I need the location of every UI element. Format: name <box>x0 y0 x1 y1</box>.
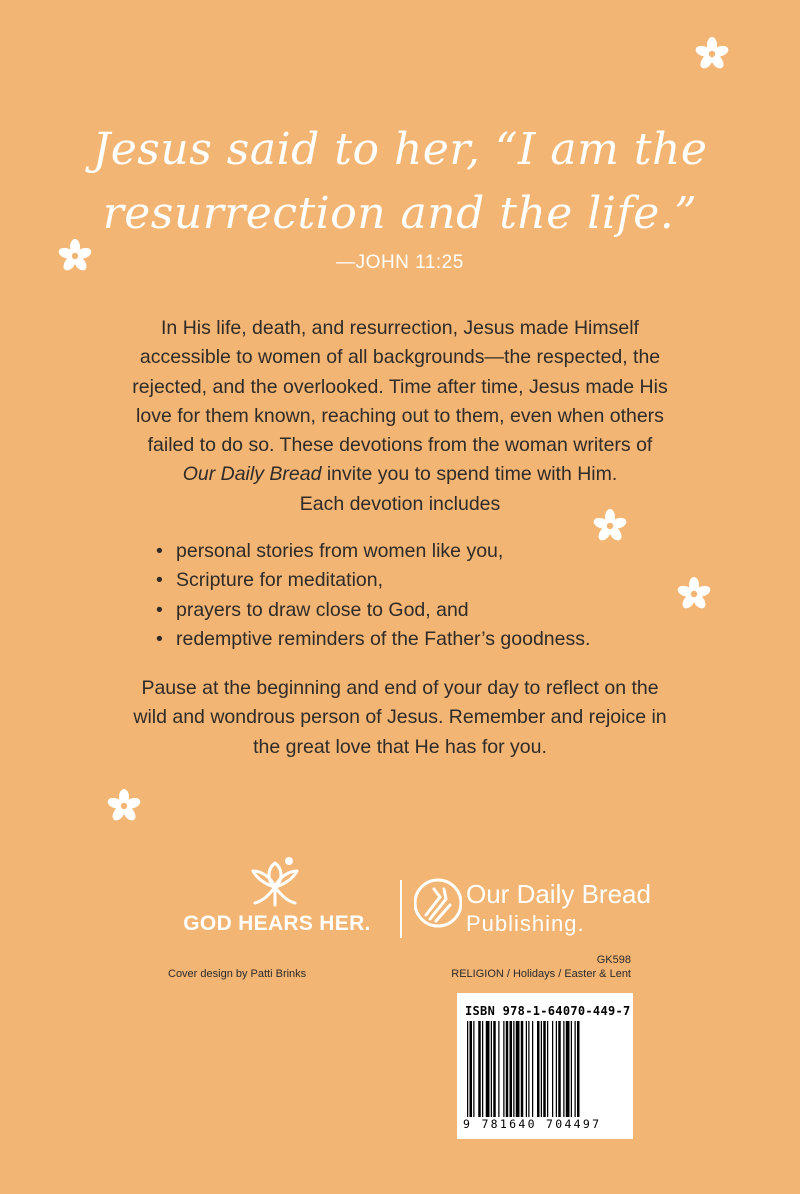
flower-icon <box>106 788 142 824</box>
odb-publishing-label: Publishing. <box>466 911 585 936</box>
closing-line: Pause at the beginning and end of your day to reflect on the <box>141 677 659 699</box>
list-item: • redemptive reminders of the Father’s goodness. <box>156 625 590 654</box>
ghh-wordmark: GOD HEARS HER. <box>183 912 371 935</box>
odb-wordmark: Our Daily Bread <box>466 879 651 909</box>
description <box>100 314 700 519</box>
quote-citation: —JOHN 11:25 <box>336 252 464 273</box>
description-line-rest: invite you to spend time with Him. <box>321 463 618 486</box>
god-hears-her-logo <box>162 855 392 945</box>
description-line: failed to do so. These devotions from the woman writers of <box>147 434 653 457</box>
book-title: Our Daily Bread <box>182 463 322 486</box>
description-line: rejected, and the overlooked. Time after time, Jesus made His <box>132 375 668 398</box>
description-line <box>100 460 700 489</box>
description-line: Each devotion includes <box>299 492 501 515</box>
logo-divider <box>400 880 402 938</box>
flower-icon <box>694 36 730 72</box>
ghh-tulip-logo-icon <box>245 855 305 907</box>
description-line: In His life, death, and resurrection, Jesus made Himself <box>161 317 639 339</box>
description-line: accessible to women of all backgrounds—the respected, the <box>139 346 661 369</box>
odb-wheat-logo-icon <box>414 875 462 933</box>
flower-icon <box>676 576 712 612</box>
closing-line: wild and wondrous person of Jesus. Remember and rejoice in <box>133 706 667 729</box>
isbn-barcode <box>457 993 633 1139</box>
scripture-quote <box>0 118 800 246</box>
isbn-number: ISBN 978-1-64070-449-7 <box>465 1004 631 1018</box>
odb-publishing-logo <box>414 873 651 943</box>
quote-line-2: resurrection and the life.” <box>102 188 698 239</box>
barcode-digits: 9 781640 704497 <box>463 1117 602 1131</box>
closing-line: the great love that He has for you. <box>253 735 547 758</box>
list-item: • Scripture for meditation, <box>156 566 590 595</box>
product-code: GK598 <box>596 954 631 966</box>
closing-paragraph <box>120 674 680 762</box>
cover-design-credit: Cover design by Patti Brinks <box>168 968 307 980</box>
barcode-icon <box>465 1021 625 1117</box>
description-line: love for them known, reaching out to them, even when others <box>136 404 664 427</box>
features-list <box>156 537 590 654</box>
list-item: • prayers to draw close to God, and <box>156 596 590 625</box>
subject-category: RELIGION / Holidays / Easter & Lent <box>451 968 631 980</box>
quote-line-1: Jesus said to her, “I am the <box>92 124 708 175</box>
list-item: • personal stories from women like you, <box>156 537 590 566</box>
